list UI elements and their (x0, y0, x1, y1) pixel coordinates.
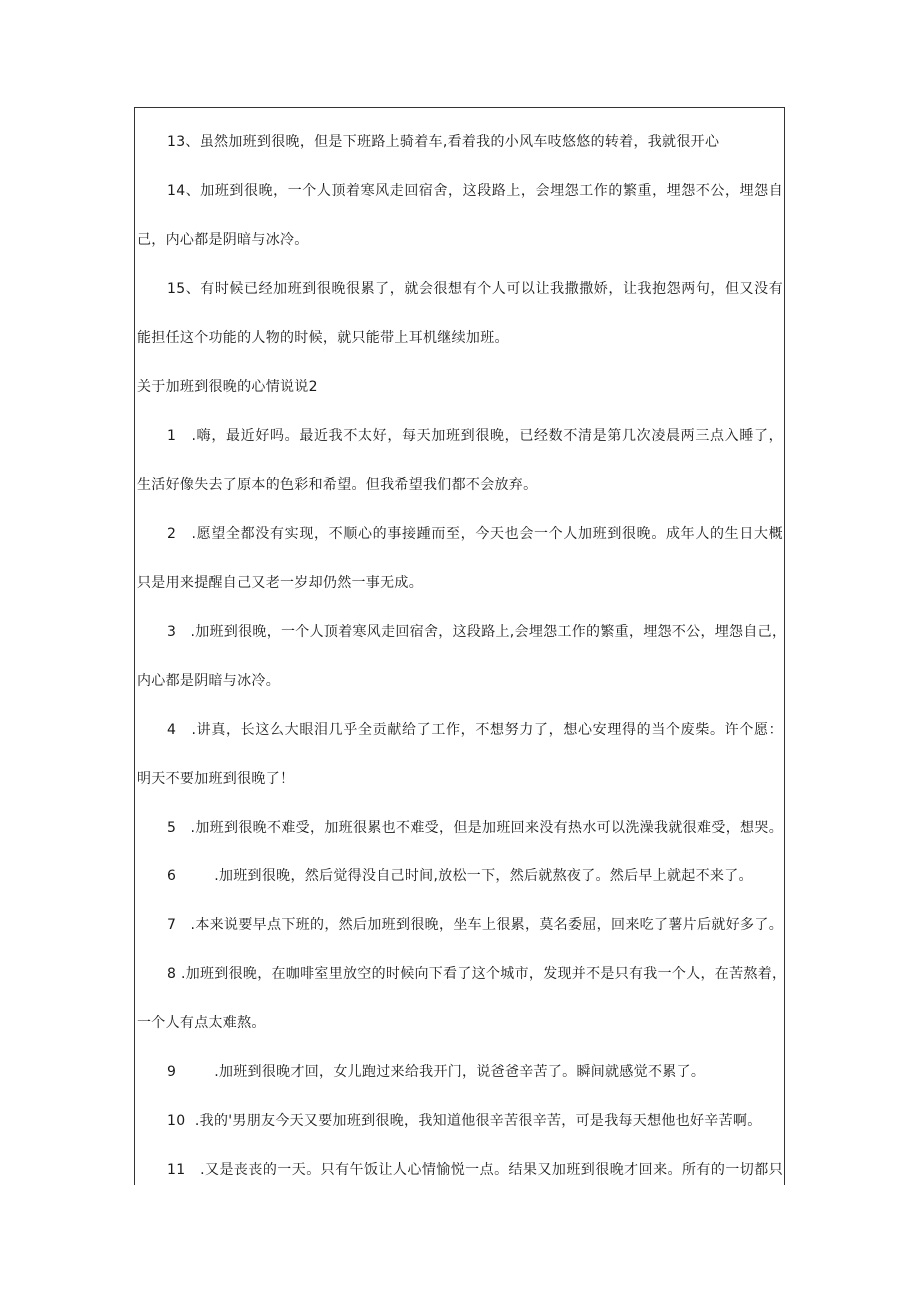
item-6-line-1: 6 .加班到很晚，然后觉得没自己时间,放松一下，然后就熬夜了。然后早上就起不来了。 (167, 868, 753, 884)
paragraph-13-line-1: 13、虽然加班到很晚，但是下班路上骑着车,看着我的小风车吱悠悠的转着，我就很开心 (167, 134, 720, 150)
item-9-line-1: 9 .加班到很晚才回，女儿跑过来给我开门，说爸爸辛苦了。瞬间就感觉不累了。 (167, 1064, 706, 1080)
item-8-line-1: 8 .加班到很晚，在咖啡室里放空的时候向下看了这个城市，发现并不是只有我一个人，在苦熬着， (167, 966, 787, 982)
item-2-line-1: 2 .愿望全都没有实现，不顺心的事接踵而至，今天也会一个人加班到很晚。成年人的生日大概 (167, 526, 783, 542)
paragraph-14-line-1: 14、加班到很晚，一个人顶着寒风走回宿舍，这段路上，会埋怨工作的繁重，埋怨不公，埋怨自 (167, 183, 783, 199)
item-1-line-1: 1 .嗨，最近好吗。最近我不太好，每天加班到很晚，已经数不清是第几次凌晨两三点入睡了， (167, 428, 783, 444)
paragraph-15-line-1: 15、有时候已经加班到很晚很累了，就会很想有个人可以让我撒撒娇，让我抱怨两句，但又没有 (167, 281, 783, 297)
item-10-line-1: 10 .我的'男朋友今天又要加班到很晚，我知道他很辛苦很辛苦，可是我每天想他也好辛苦啊。 (167, 1113, 762, 1129)
paragraph-14-line-2: 己，内心都是阴暗与冰冷。 (137, 232, 309, 248)
item-3-line-2: 内心都是阴暗与冰冷。 (137, 673, 280, 689)
section-heading: 关于加班到很晚的心情说说2 (137, 379, 318, 395)
item-11-line-1: 11 .又是丧丧的一天。只有午饭让人心情愉悦一点。结果又加班到很晚才回来。所有的一切都只 (167, 1162, 783, 1178)
paragraph-15-line-2: 能担任这个功能的人物的时候，就只能带上耳机继续加班。 (137, 330, 509, 346)
item-5-line-1: 5 .加班到很晚不难受，加班很累也不难受，但是加班回来没有热水可以洗澡我就很难受，想哭。 (167, 820, 783, 836)
item-8-line-2: 一个人有点太难熬。 (137, 1015, 266, 1031)
item-4-line-1: 4 .讲真，长这么大眼泪几乎全贡献给了工作，不想努力了，想心安理得的当个废柴。许个愿： (167, 722, 783, 738)
item-1-line-2: 生活好像失去了原本的色彩和希望。但我希望我们都不会放弃。 (137, 477, 538, 493)
item-4-line-2: 明天不要加班到很晚了！ (137, 771, 295, 787)
item-7-line-1: 7 .本来说要早点下班的，然后加班到很晚，坐车上很累，莫名委屈，回来吃了薯片后就好多了。 (167, 917, 783, 933)
item-2-line-2: 只是用来提醒自己又老一岁却仍然一事无成。 (137, 575, 423, 591)
item-3-line-1: 3 .加班到很晚，一个人顶着寒风走回宿舍，这段路上,会埋怨工作的繁重，埋怨不公，埋怨自己， (167, 624, 787, 640)
